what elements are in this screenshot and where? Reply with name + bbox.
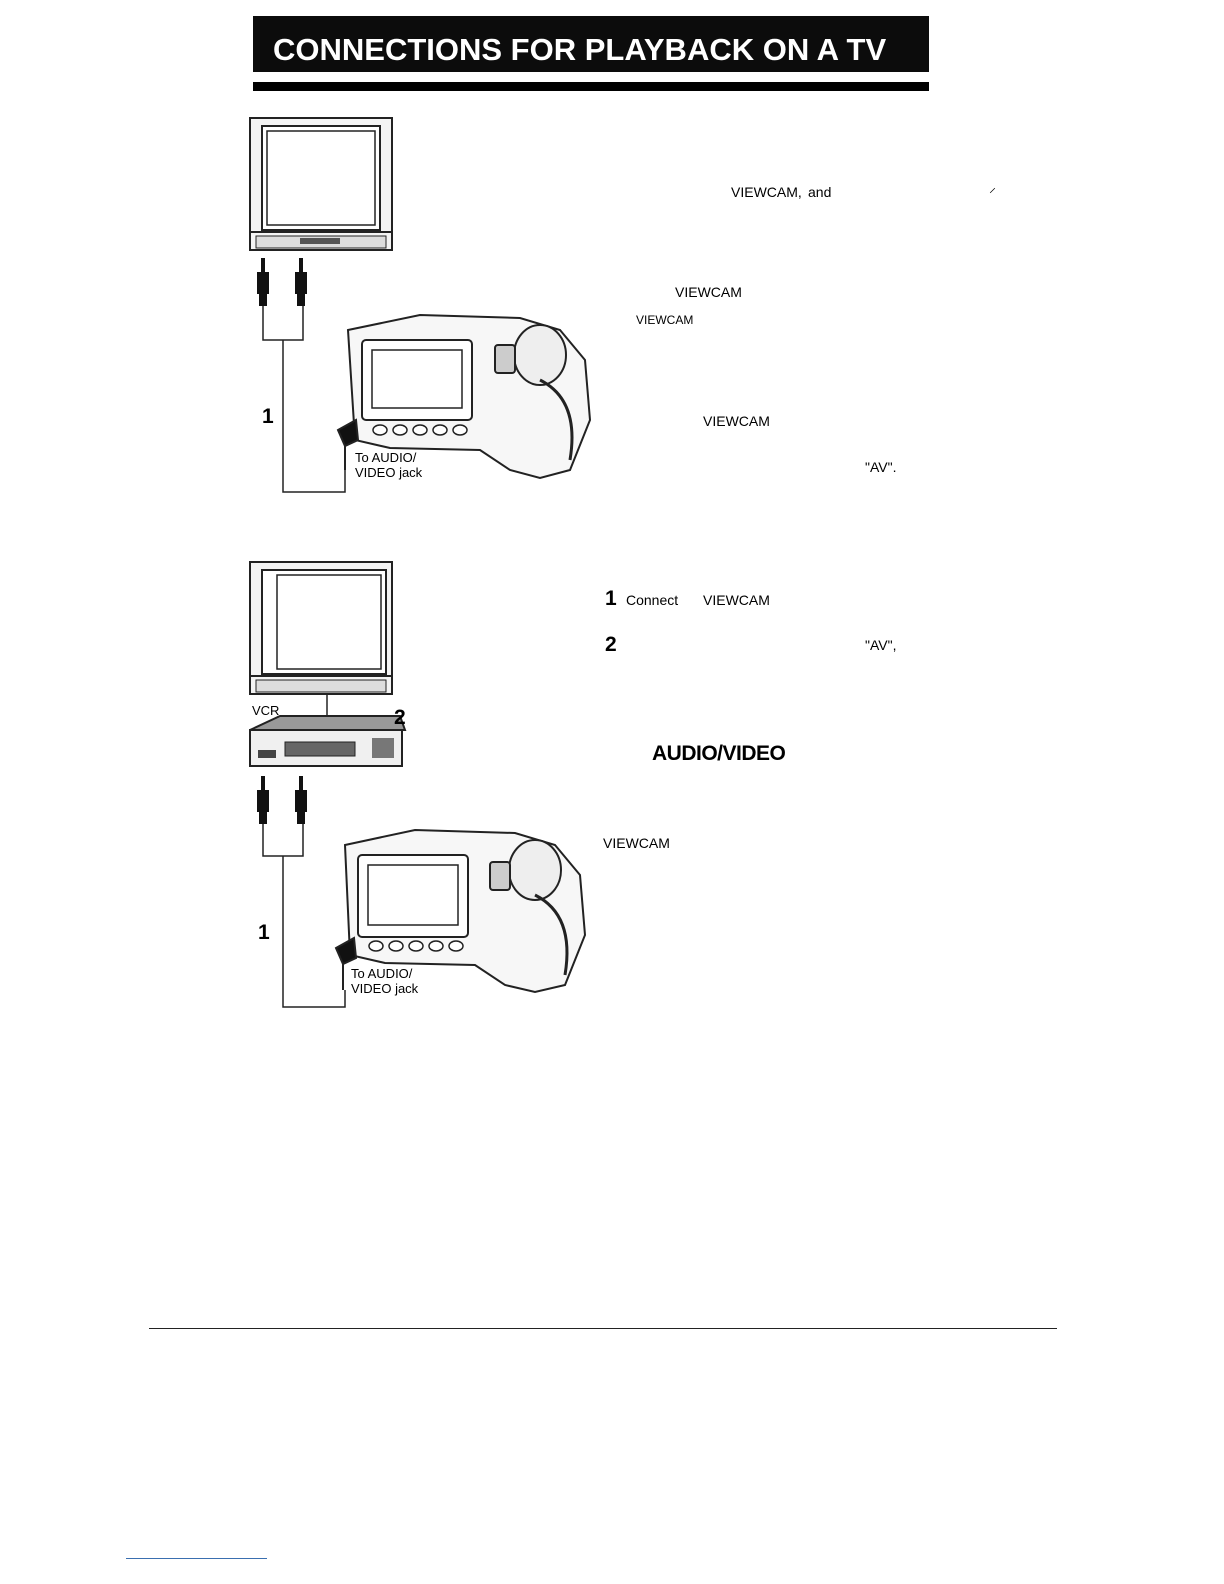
av-cable-lines-2 (263, 824, 345, 1007)
text-viewcam-4: VIEWCAM (703, 413, 770, 429)
vcr-label: VCR (252, 703, 280, 718)
step-marker-1: 1 (262, 405, 274, 428)
bottom-divider (149, 1328, 1057, 1329)
tv-illustration-2 (250, 562, 392, 694)
step-2-number: 2 (605, 633, 617, 656)
text-av-2: "AV", (865, 637, 897, 653)
text-viewcam-1: VIEWCAM, (731, 184, 802, 200)
audio-video-heading: AUDIO/VIDEO (652, 742, 786, 765)
text-av-1: "AV". (865, 459, 897, 475)
jack-label-line2-2: VIDEO jack (351, 981, 419, 996)
step-1-number: 1 (605, 587, 617, 610)
jack-label-line2: VIDEO jack (355, 465, 423, 480)
jack-label-line1: To AUDIO/ (355, 450, 417, 465)
step-marker-1-cable: 1 (258, 921, 270, 944)
text-viewcam-2: VIEWCAM (675, 284, 742, 300)
av-cable-plugs-2 (257, 776, 307, 824)
text-and: and (808, 184, 832, 200)
text-viewcam-6: VIEWCAM (603, 835, 670, 851)
step-marker-2-vcr: 2 (394, 706, 406, 729)
text-viewcam-5: VIEWCAM (703, 592, 770, 608)
page-title: CONNECTIONS FOR PLAYBACK ON A TV (273, 32, 887, 67)
stray-mark: ⸝ (989, 179, 996, 195)
text-connect: Connect (626, 592, 679, 608)
text-viewcam-3: VIEWCAM (636, 313, 694, 327)
jack-label-line1-2: To AUDIO/ (351, 966, 413, 981)
footer-link-rule (126, 1558, 267, 1559)
vcr-illustration (250, 716, 405, 766)
